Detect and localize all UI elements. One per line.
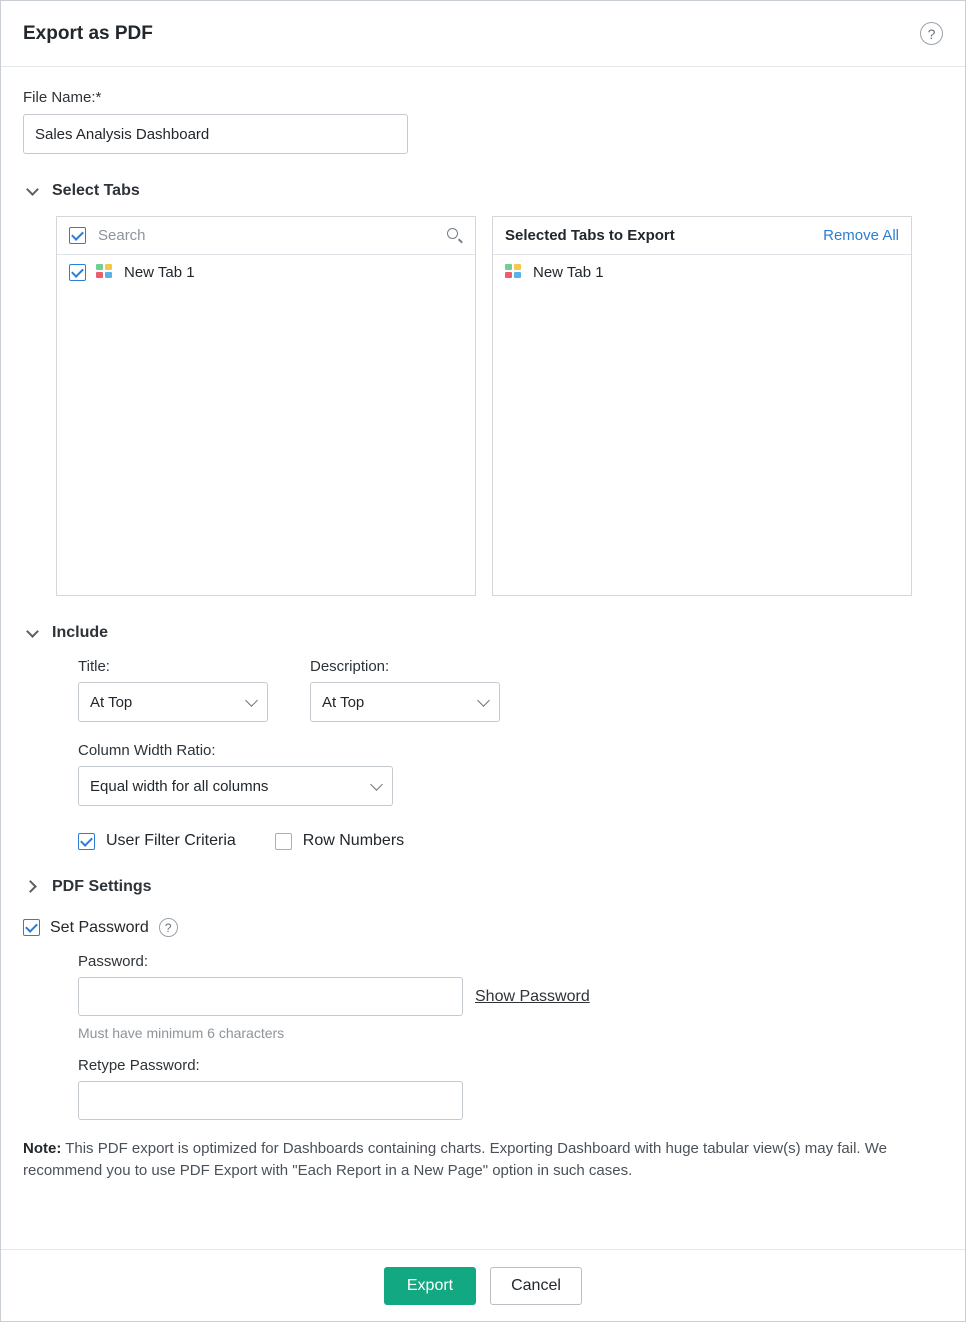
set-password-checkbox[interactable]: [23, 919, 40, 936]
include-title: Include: [52, 624, 109, 641]
pdf-settings-title: PDF Settings: [52, 878, 152, 895]
select-tabs-section-header[interactable]: [23, 180, 943, 202]
selected-panel-header: [493, 217, 911, 255]
retype-password-input[interactable]: [78, 1081, 463, 1120]
password-input[interactable]: [78, 977, 463, 1016]
selected-tabs-panel: [492, 216, 912, 596]
file-name-label: File Name:*: [23, 89, 102, 106]
help-icon[interactable]: ?: [920, 22, 943, 45]
column-width-select[interactable]: [78, 766, 393, 806]
chevron-down-icon[interactable]: [23, 622, 45, 644]
search-icon[interactable]: [447, 228, 463, 244]
dialog-footer: [1, 1249, 965, 1321]
dialog-header: [1, 1, 965, 67]
include-selects-row: [78, 658, 943, 722]
description-select[interactable]: [310, 682, 500, 722]
column-width-value: Equal width for all columns: [90, 777, 269, 795]
user-filter-criteria-label: User Filter Criteria: [106, 832, 236, 849]
available-tabs-panel: [56, 216, 476, 596]
select-all-checkbox[interactable]: [69, 227, 86, 244]
list-item-label: New Tab 1: [124, 263, 195, 281]
title-select-value: At Top: [90, 693, 133, 711]
chevron-right-icon[interactable]: [23, 876, 45, 898]
list-item-label: New Tab 1: [533, 263, 604, 281]
password-fields: [23, 953, 943, 1120]
selected-panel-title: Selected Tabs to Export: [505, 227, 675, 244]
note-body: This PDF export is optimized for Dashboards containing charts. Exporting Dashboard with huge tabular view(s) may fail. We recommend you to use PDF Export with "Each Report in a New Page" option in such cases.: [23, 1140, 887, 1179]
show-password-link[interactable]: Show Password: [475, 987, 590, 1005]
tab-grid-icon: [96, 264, 114, 280]
title-label: Title:: [78, 658, 110, 675]
chevron-down-icon: [477, 694, 490, 707]
row-numbers-label: Row Numbers: [302, 832, 405, 849]
note-prefix: Note:: [23, 1140, 62, 1157]
search-input[interactable]: [96, 226, 431, 245]
tab-checkbox[interactable]: [69, 264, 86, 281]
title-select-group: [78, 658, 268, 722]
user-filter-criteria-checkbox[interactable]: [78, 833, 95, 850]
password-hint: Must have minimum 6 characters: [78, 1025, 285, 1041]
description-select-group: [310, 658, 500, 722]
set-password-label: Set Password: [50, 918, 149, 936]
dialog-body: [1, 67, 965, 1249]
tabs-dual-list: [23, 216, 943, 596]
chevron-down-icon: [370, 778, 383, 791]
export-button[interactable]: Export: [384, 1267, 476, 1305]
include-section-header[interactable]: [23, 622, 943, 644]
pdf-settings-section-header[interactable]: [23, 876, 943, 898]
note-text: [23, 1138, 943, 1182]
list-item[interactable]: [493, 255, 911, 289]
list-item[interactable]: [57, 255, 475, 289]
description-select-value: At Top: [322, 693, 365, 711]
include-checkboxes: [78, 832, 943, 850]
column-width-label: Column Width Ratio:: [78, 742, 216, 759]
dialog-title: Export as PDF: [23, 22, 153, 44]
row-numbers-checkbox[interactable]: [275, 833, 292, 850]
set-password-help-icon[interactable]: ?: [159, 918, 178, 937]
chevron-down-icon[interactable]: [23, 180, 45, 202]
cancel-button[interactable]: Cancel: [490, 1267, 582, 1305]
chevron-down-icon: [245, 694, 258, 707]
description-label: Description:: [310, 658, 390, 675]
set-password-row: [23, 918, 943, 937]
title-select[interactable]: [78, 682, 268, 722]
tab-grid-icon: [505, 264, 523, 280]
column-width-group: [78, 742, 943, 806]
remove-all-button[interactable]: Remove All: [823, 227, 899, 244]
available-search-row: [57, 217, 475, 255]
file-name-input[interactable]: [23, 114, 408, 154]
retype-password-label: Retype Password:: [78, 1057, 200, 1074]
password-label: Password:: [78, 953, 149, 970]
include-body: [23, 658, 943, 850]
select-tabs-title: Select Tabs: [52, 182, 140, 199]
